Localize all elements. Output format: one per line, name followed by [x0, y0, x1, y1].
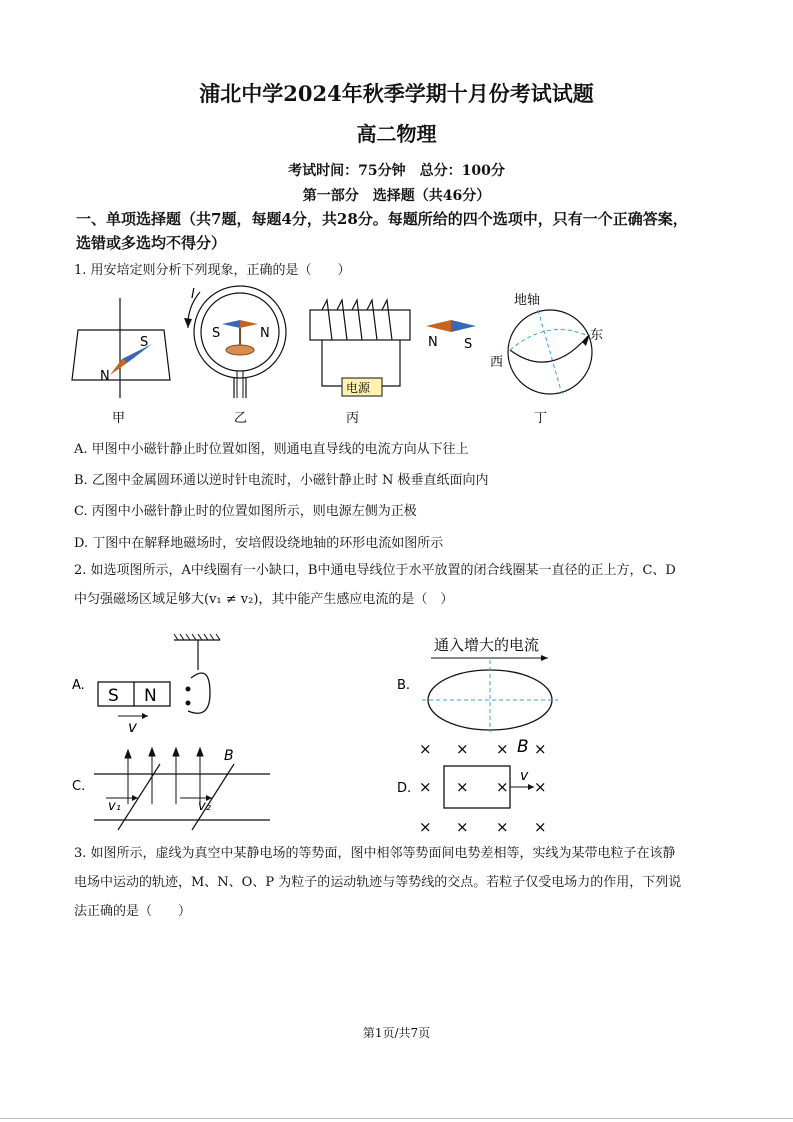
q2-label-b: B. [397, 678, 411, 693]
figure-jia [72, 298, 170, 426]
figure-yi [184, 286, 286, 426]
option-a-figure [72, 634, 220, 736]
bing-caption: 丙 [346, 411, 360, 426]
velocity-label-a: v [128, 718, 137, 736]
coil-with-gap [188, 673, 210, 713]
magnet-s-label: S [108, 686, 119, 706]
q3-line-3: 法正确的是（ ） [74, 904, 192, 919]
power-label: 电源 [346, 381, 371, 395]
field-b-label-d: B [517, 737, 529, 757]
cross-mark: × [496, 778, 509, 796]
figure-bing [310, 300, 476, 426]
jia-s-label: S [140, 335, 149, 350]
q2-label-c: C. [72, 779, 86, 794]
yi-caption: 乙 [234, 411, 248, 426]
yi-n-label: N [260, 326, 270, 341]
magnet-n-label: N [144, 686, 157, 706]
cross-mark: × [534, 740, 547, 758]
option-c-figure [72, 748, 270, 830]
increasing-current-label: 通入增大的电流 [434, 636, 540, 654]
v2-label: v₂ [198, 799, 211, 814]
section-line-2: 选错或多选均不得分） [76, 234, 227, 252]
cross-mark: × [496, 818, 509, 836]
q1-option-d: D. 丁图中在解释地磁场时，安培假设绕地轴的环形电流如图所示 [74, 536, 444, 551]
q2-figures [60, 628, 580, 838]
q2-label-d: D. [397, 781, 412, 796]
east-label: 东 [590, 328, 604, 343]
q2-stem-line-2: 中匀强磁场区域足够大(v₁ ≠ v₂)，其中能产生感应电流的是（ ） [74, 592, 454, 607]
cross-mark: × [534, 818, 547, 836]
cross-mark: × [456, 818, 469, 836]
cross-mark: × [419, 818, 432, 836]
cross-mark: × [496, 740, 509, 758]
needle-n-end [110, 359, 127, 375]
jia-caption: 甲 [112, 411, 126, 426]
q3-stem [74, 839, 734, 926]
v1-label: v₁ [108, 799, 121, 814]
current-label: I [191, 287, 195, 302]
section-heading [76, 207, 726, 255]
q2-stem-line-1: 2. 如选项图所示，A中线圈有一小缺口，B中通电导线位于水平放置的闭合线圈某一直径的正上方，C、D [74, 563, 676, 578]
q1-option-b: B. 乙图中金属圆环通以逆时针电流时，小磁针静止时 N 极垂直纸面向内 [74, 473, 489, 488]
q2-label-a: A. [72, 678, 85, 693]
cross-mark: × [419, 740, 432, 758]
option-d-figure [397, 737, 547, 836]
section-line-1: 一、单项选择题（共7题，每题4分，共28分。每题所给的四个选项中，只有一个正确答案， [76, 210, 688, 228]
page-bottom-rule [0, 1118, 793, 1119]
ding-caption: 丁 [534, 411, 548, 426]
q1-option-c: C. 丙图中小磁针静止时的位置如图所示，则电源左侧为正极 [74, 504, 417, 519]
exam-title: 浦北中学2024年秋季学期十月份考试试题 [199, 81, 594, 106]
option-b-figure [397, 636, 558, 732]
q3-line-1: 3. 如图所示，虚线为真空中某静电场的等势面，图中相邻等势面间电势差相等，实线为某带电粒子在该静 [74, 846, 676, 861]
q1-figures [60, 280, 680, 430]
west-label: 西 [490, 355, 504, 370]
solenoid-coil [322, 300, 392, 340]
field-arrows [125, 748, 203, 804]
jia-n-label: N [100, 369, 110, 384]
figure-ding [490, 292, 603, 426]
cross-mark: × [534, 778, 547, 796]
bing-n-label: N [428, 335, 438, 350]
velocity-label-d: v [520, 768, 529, 784]
subject-title: 高二物理 [356, 122, 437, 146]
q1-option-a: A. 甲图中小磁针静止时位置如图，则通电直导线的电流方向从下往上 [74, 442, 469, 457]
cross-mark: × [419, 778, 432, 796]
bing-s-label: S [464, 337, 473, 352]
earth-axis [538, 310, 562, 394]
yi-s-label: S [212, 326, 221, 341]
q2-stem [74, 556, 734, 614]
page-number: 第1页/共7页 [362, 1026, 431, 1040]
axis-label: 地轴 [514, 293, 541, 308]
exam-info: 考试时间：75分钟 总分：100分 [288, 163, 505, 179]
field-b-label-c: B [224, 748, 234, 764]
q1-stem: 1. 用安培定则分析下列现象，正确的是（ ） [74, 263, 351, 278]
cross-mark: × [456, 778, 469, 796]
cross-mark: × [456, 740, 469, 758]
part-title: 第一部分 选择题（共46分） [302, 188, 491, 204]
q3-line-2: 电场中运动的轨迹，M、N、O、P 为粒子的运动轨迹与等势线的交点。若粒子仅受电场力的作用，下列说 [74, 875, 682, 890]
